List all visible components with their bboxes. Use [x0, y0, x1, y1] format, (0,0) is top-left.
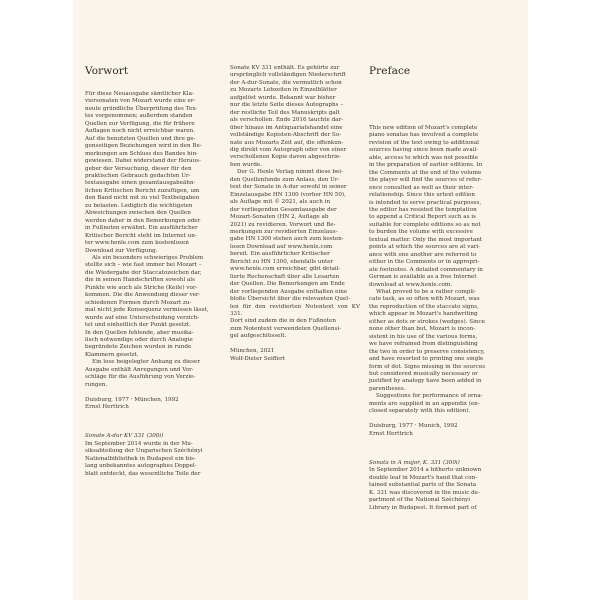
text-line: wurde auf eine Unterscheidung verzich-: [85, 314, 200, 321]
text-line: geber der Versuchung, dieser für den: [85, 165, 192, 172]
text-line: Abweichungen zwischen den Quellen: [85, 210, 191, 217]
text-line: 2021) zu revidieren. Vorwort und Be-: [230, 221, 336, 228]
text-line: tained substantial parts of the Sonata: [369, 482, 477, 489]
text-line: Auflagen noch nicht erreichbar waren.: [85, 128, 195, 135]
text-line: Einzelausgabe HN 1300 (vorher HN 50),: [230, 191, 346, 198]
text-line: blatt entdeckt, das wesentliche Teile der: [85, 470, 201, 477]
text-line: kommen. Die die Anwendung dieser ver-: [85, 292, 201, 299]
text-line: losen Download auf www.henle.com: [230, 243, 333, 250]
text-line: Download zur Verfügung.: [85, 247, 158, 254]
text-line: begründete Zeichen wurden in runde: [85, 344, 192, 351]
text-line: sources having since been made avail-: [369, 147, 479, 154]
text-line: schläge für die Ausführung von Verzie-: [85, 374, 196, 381]
text-line: lisch notwendige oder durch Analogie: [85, 336, 193, 343]
text-line: gel aufgeschlüsselt.: [230, 333, 287, 340]
text-line: which appear in Mozart's handwriting: [369, 311, 478, 318]
text-line: nur die letzte Seite dieses Autographs –: [230, 102, 344, 109]
text-line: Der G. Henle Verlag nimmt diese bei-: [237, 169, 343, 176]
signature-name: Wolf-Dieter Seiffert: [230, 355, 286, 362]
text-line: der vorliegenden Gesamtausgabe der: [230, 206, 337, 213]
signature-place-date: Duisburg, 1977 · Munich, 1992: [369, 423, 458, 430]
text-line: In den Quellen fehlende, aber musika-: [85, 329, 194, 336]
text-line: Im September 2014 wurde in der Mu-: [85, 440, 193, 447]
text-line: als Auflage mit © 2021, als auch in: [230, 199, 331, 206]
text-line: either as dots or strokes (wedges). Since: [369, 318, 485, 325]
text-line: download at www.henle.com.: [369, 281, 453, 288]
text-line: Ausgabe enthält Anregungen und Vor-: [85, 366, 194, 373]
text-line: relationship. Since this urtext edition: [369, 192, 475, 199]
text-line: zu Mozarts Lebzeiten in Einzelblätter: [230, 87, 337, 94]
text-line: justified by analogy have been added in: [369, 378, 482, 385]
text-line: ben wurde.: [230, 161, 263, 168]
vorwort-heading: Vorwort: [85, 65, 129, 77]
text-line: cate task, as so often with Mozart, was: [369, 296, 480, 303]
text-line: Library in Budapest. It formed part of: [369, 504, 477, 511]
text-line: zum Notentext verwendeten Quellensi-: [230, 325, 342, 332]
text-line: als verschollen. Ende 2016 tauchte dar-: [230, 117, 344, 124]
text-line: German is available as a free Internet: [369, 274, 477, 281]
text-line: we have refrained from distinguishing: [369, 341, 478, 348]
text-line: suitable for complete editions so as not: [369, 221, 481, 228]
text-line: viersonaten von Mozart wurde eine er-: [85, 98, 196, 105]
text-line: siksabteilung der Ungarischen Széchényi: [85, 448, 203, 455]
text-line: ter www.henle.com zum kostenlosen: [85, 240, 189, 247]
text-line: Suggestions for performance of orna-: [376, 393, 483, 400]
text-line: aufgelöst wurde. Bekannt war bisher: [230, 94, 336, 101]
text-line: but considered musically necessary or: [369, 370, 478, 377]
text-line: rungen.: [85, 381, 108, 388]
vorwort-column-1: [85, 91, 217, 478]
signature-place-date: München, 2021: [230, 348, 275, 355]
text-line: bloße Übersicht über die relevanten Quel-: [230, 296, 350, 303]
text-line: form of dot. Signs missing in the sources: [369, 363, 486, 370]
text-line: closed separately with this edition).: [369, 408, 471, 415]
text-line: the reproduction of the staccato signs,: [369, 303, 479, 310]
text-line: der A-dur-Sonate, die vermutlich schon: [230, 79, 342, 86]
text-line: in Fußnoten erwähnt. Ein ausführlicher: [85, 225, 198, 232]
text-line: vollständige Kopisten-Abschrift der So-: [230, 132, 342, 139]
text-line: either in the Comments or in appropri-: [369, 259, 480, 266]
text-line: stellte sich – wie fast immer bei Mozart –: [85, 262, 202, 269]
text-line: merkungen am Schluss des Bandes hin-: [85, 150, 199, 157]
text-line: ate footnotes. A detailed commentary in: [369, 266, 483, 273]
text-line: tes vorgenommen; außerdem standen: [85, 113, 193, 120]
text-line: is intended to serve practical purposes,: [369, 199, 482, 206]
text-line: and have resorted to printing one single: [369, 356, 484, 363]
text-line: Nationalbibliothek in Budapest ein bis-: [85, 455, 196, 462]
text-line: Klammern gesetzt.: [85, 351, 139, 358]
text-line: sistent in his use of the various forms,: [369, 333, 478, 340]
text-line: lang unbekanntes autographes Doppel-: [85, 463, 197, 470]
signature-place-date: Duisburg, 1977 · München, 1992: [85, 396, 179, 403]
text-line: dig direkt vom Autograph oder von einer: [230, 146, 347, 153]
score-page: [73, 0, 528, 600]
text-line: This new edition of Mozart's complete: [369, 125, 478, 131]
text-line: der restliche Teil des Manuskripts galt: [230, 109, 340, 116]
text-line: merkungen zur revidierten Einzelaus-: [230, 228, 338, 235]
text-line: parentheses.: [369, 385, 406, 392]
text-line: Quellen zur Verfügung, die für frühere: [85, 120, 195, 127]
text-line: den Quellenfunde zum Anlass, den Ur-: [230, 176, 340, 183]
text-line: to append a Critical Report such as is: [369, 214, 476, 221]
text-line: werden daher in den Bemerkungen oder: [85, 217, 201, 224]
text-line: textual matter. Only the most important: [369, 236, 483, 243]
text-line: piano sonatas has involved a complete: [369, 132, 479, 139]
text-line: www.henle.com erreichbar, gibt detail-: [230, 266, 341, 273]
text-line: praktischen Gebrauch gedachten Ur-: [85, 172, 191, 179]
text-line: über hinaus im Antiquariatshandel eine: [230, 124, 343, 131]
text-line: in the preparation of earlier editions. In: [369, 162, 483, 169]
text-line: revision of the text owing to additional: [369, 139, 479, 146]
text-line: die Wiedergabe der Staccatozeichen dar,: [85, 269, 202, 276]
signature-name: Ernst Herttrich: [85, 404, 129, 411]
text-line: len für den revidierten Notentext von KV 331.: [230, 303, 360, 317]
text-line: mal nicht jede Konsequenz vermissen lässt,: [85, 307, 209, 314]
text-line: Bericht zu HN 1300, ebenfalls unter: [230, 258, 334, 265]
text-line: verschollenen Kopie davon abgeschrie-: [230, 154, 342, 161]
preface-heading: Preface: [369, 65, 411, 77]
text-line: gabe HN 1300 stehen auch zum kosten-: [230, 236, 344, 243]
text-line: gewiesen. Dabei widerstand der Heraus-: [85, 158, 201, 165]
text-line: none other than but, Mozart is incon-: [369, 326, 476, 333]
text-line: Ein lose beigelegter Anhang zu dieser: [92, 359, 201, 366]
text-line: What proved to be a rather compli-: [376, 288, 476, 295]
section-subheading: Sonata in A major, K. 331 (300i): [369, 460, 460, 467]
text-line: schiedenen Formen durch Mozart zu-: [85, 299, 192, 306]
text-line: Als ein besonders schwieriges Problem: [92, 254, 204, 261]
text-line: textausgabe einen gesamtausgabeähn-: [85, 180, 196, 187]
text-line: neute gründliche Überprüfung des Tex-: [85, 105, 198, 112]
text-line: In September 2014 a hitherto unknown: [369, 467, 482, 474]
text-line: bereit. Ein ausführlicher Kritischer: [230, 251, 330, 258]
text-line: Auf die benutzten Quellen und ihre ge-: [85, 135, 196, 142]
text-line: der Quellen. Die Bemerkungen am Ende: [230, 281, 345, 288]
text-line: points at which the sources are at vari-: [369, 244, 481, 251]
text-line: die in seinen Handschriften sowohl als: [85, 277, 195, 284]
text-line: ence consulted as well as their inter-: [369, 184, 474, 191]
text-line: Sonate KV 331 enthält. Es gehörte zur: [230, 65, 340, 71]
text-line: to burden the volume with excessive: [369, 229, 473, 236]
text-line: Kritischer Bericht steht im Internet un-: [85, 232, 197, 239]
text-line: den Band nicht mit zu viel Textbeigaben: [85, 195, 200, 202]
vorwort-column-2: [230, 65, 360, 363]
text-line: partment of the National Széchényi: [369, 497, 471, 504]
text-line: der vorliegenden Ausgabe enthalten eine: [230, 288, 348, 295]
text-line: able, access to which was not possible: [369, 154, 479, 161]
text-line: zu belasten. Lediglich die wichtigsten: [85, 202, 193, 209]
text-line: ments are supplied in an appendix (en-: [369, 400, 480, 407]
text-line: the two in order to preserve consistency,: [369, 348, 485, 355]
text-line: K. 331 was discovered in the music de-: [369, 489, 480, 496]
text-line: tet und einheitlich der Punkt gesetzt.: [85, 322, 191, 329]
text-line: Für diese Neuausgabe sämtlicher Kla-: [85, 91, 194, 97]
text-line: the Comments at the end of the volume: [369, 169, 482, 176]
text-line: lierte Rechenschaft über alle Lesarten: [230, 273, 340, 280]
text-line: genseitigen Beziehungen wird in den Be-: [85, 143, 202, 150]
text-line: the player will find the sources of refer-: [369, 177, 482, 184]
text-line: text der Sonate in A-dur sowohl in seiner: [230, 184, 347, 191]
text-line: nate aus Mozarts Zeit auf, die offenkun-: [230, 139, 344, 146]
text-line: lichen Kritischen Bericht zuzufügen, um: [85, 187, 200, 194]
text-line: Dort sind zudem die in den Fußnoten: [230, 318, 336, 325]
text-line: the editor has resisted the temptation: [369, 206, 477, 213]
text-line: double leaf in Mozart's hand that con-: [369, 474, 478, 481]
section-subheading: Sonate A-dur KV 331 (300i): [85, 433, 164, 440]
signature-name: Ernst Herttrich: [369, 430, 413, 437]
preface-column: [369, 125, 509, 512]
text-line: Mozart-Sonaten (HN 2, Auflage ab: [230, 214, 329, 221]
text-line: ance with one another are referred to: [369, 251, 477, 258]
text-line: ursprünglich vollständigen Niederschrift: [230, 72, 347, 79]
text-line: Punkte wie auch als Striche (Keile) vor-: [85, 284, 198, 291]
